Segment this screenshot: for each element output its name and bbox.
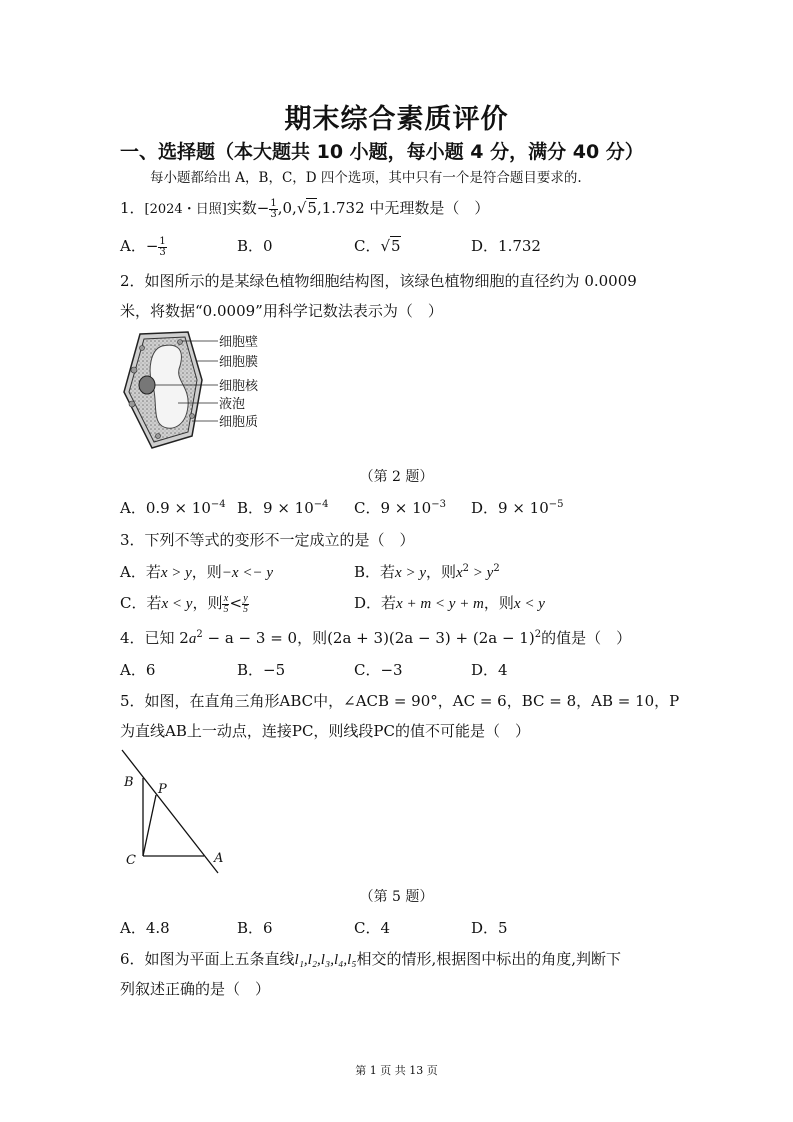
- q2-option-c: C．$9 \times 10^{-3}$: [354, 499, 446, 517]
- question-6-line1: 6．如图为平面上五条直线l₁,l₂,l₃,l₄,l₅相交的情形,根据图中标出的角度,判断下: [120, 950, 622, 968]
- question-2-line1: 2．如图所示的是某绿色植物细胞结构图，该绿色植物细胞的直径约为 0.0009: [120, 272, 637, 290]
- label-b: B: [124, 775, 134, 790]
- q4-option-d: D．4: [471, 661, 508, 679]
- triangle-figure: [118, 748, 228, 876]
- line-ab: [122, 750, 218, 873]
- section-heading: 一、选择题（本大题共 10 小题，每小题 4 分，满分 40 分）: [120, 141, 644, 163]
- fraction: $\frac{1}{3}$: [270, 197, 277, 220]
- q5-option-a: A．4.8: [120, 919, 170, 937]
- nucleus: [139, 376, 155, 394]
- label-vacuole: 液泡: [219, 397, 246, 412]
- q1-option-b: B．0: [237, 237, 273, 255]
- figure-2-caption: （第 2 题）: [359, 469, 434, 485]
- q2-option-a: A．$0.9 \times 10^{-4}$: [120, 499, 226, 517]
- label-p: P: [158, 782, 167, 797]
- q1-option-a: A．− $\frac{1}{3}$: [120, 235, 166, 258]
- q3-option-b: B．若x > y，则$x^2 > y^2$: [354, 563, 500, 581]
- q1-option-c: C．√5: [354, 237, 401, 255]
- plant-cell-figure: [118, 328, 278, 460]
- segment-pc: [143, 795, 156, 856]
- label-c: C: [126, 853, 136, 868]
- q3-option-c: C．若x < y，则 $\frac{x}{5}$ < $\frac{y}{5}$: [120, 592, 249, 615]
- q3-option-d: D．若x + m < y + m，则x < y: [354, 594, 545, 612]
- label-cell-membrane: 细胞膜: [219, 355, 259, 370]
- page-footer: 第 1 页 共 13 页: [355, 1064, 438, 1077]
- question-5-line2: 为直线AB上一动点，连接PC，则线段PC的值不可能是（ ）: [120, 722, 530, 740]
- section-instruction: 每小题都给出 A，B，C，D 四个选项，其中只有一个是符合题目要求的.: [150, 170, 582, 186]
- q4-option-c: C．−3: [354, 661, 403, 679]
- q4-option-a: A．6: [120, 661, 156, 679]
- q5-option-c: C．4: [354, 919, 391, 937]
- question-6-line2: 列叙述正确的是（ ）: [120, 980, 271, 998]
- question-3-stem: 3．下列不等式的变形不一定成立的是（ ）: [120, 531, 415, 549]
- label-a: A: [214, 851, 224, 866]
- q5-option-d: D．5: [471, 919, 508, 937]
- q2-option-d: D．$9 \times 10^{-5}$: [471, 499, 564, 517]
- source-tag: [2024・日照]: [144, 202, 227, 217]
- question-4-stem: 4．已知 $2a^2 - a - 3 = 0$，则$(2a + 3)(2a - 3) + (2a - 1)^2$的值是（ ）: [120, 629, 632, 647]
- label-nucleus: 细胞核: [219, 379, 259, 394]
- q3-option-a: A．若x > y，则−x <− y: [120, 563, 273, 581]
- label-cell-wall: 细胞壁: [219, 335, 259, 350]
- q1-option-d: D．1.732: [471, 237, 541, 255]
- question-1-stem: 1．[2024・日照]实数− $\frac{1}{3}$ ,0,√5,1.732 中无理数是（ ）: [120, 197, 490, 220]
- question-2-line2: 米，将数据“0.0009”用科学记数法表示为（ ）: [120, 302, 443, 320]
- q2-option-b: B．$9 \times 10^{-4}$: [237, 499, 329, 517]
- page-title: 期末综合素质评价: [284, 104, 509, 135]
- question-5-line1: 5．如图，在直角三角形ABC中，∠ACB = 90°，AC = 6，BC = 8，AB = 10，P: [120, 692, 680, 710]
- q4-option-b: B．−5: [237, 661, 286, 679]
- label-cytoplasm: 细胞质: [219, 415, 259, 430]
- figure-5-caption: （第 5 题）: [359, 889, 434, 905]
- q5-option-b: B．6: [237, 919, 273, 937]
